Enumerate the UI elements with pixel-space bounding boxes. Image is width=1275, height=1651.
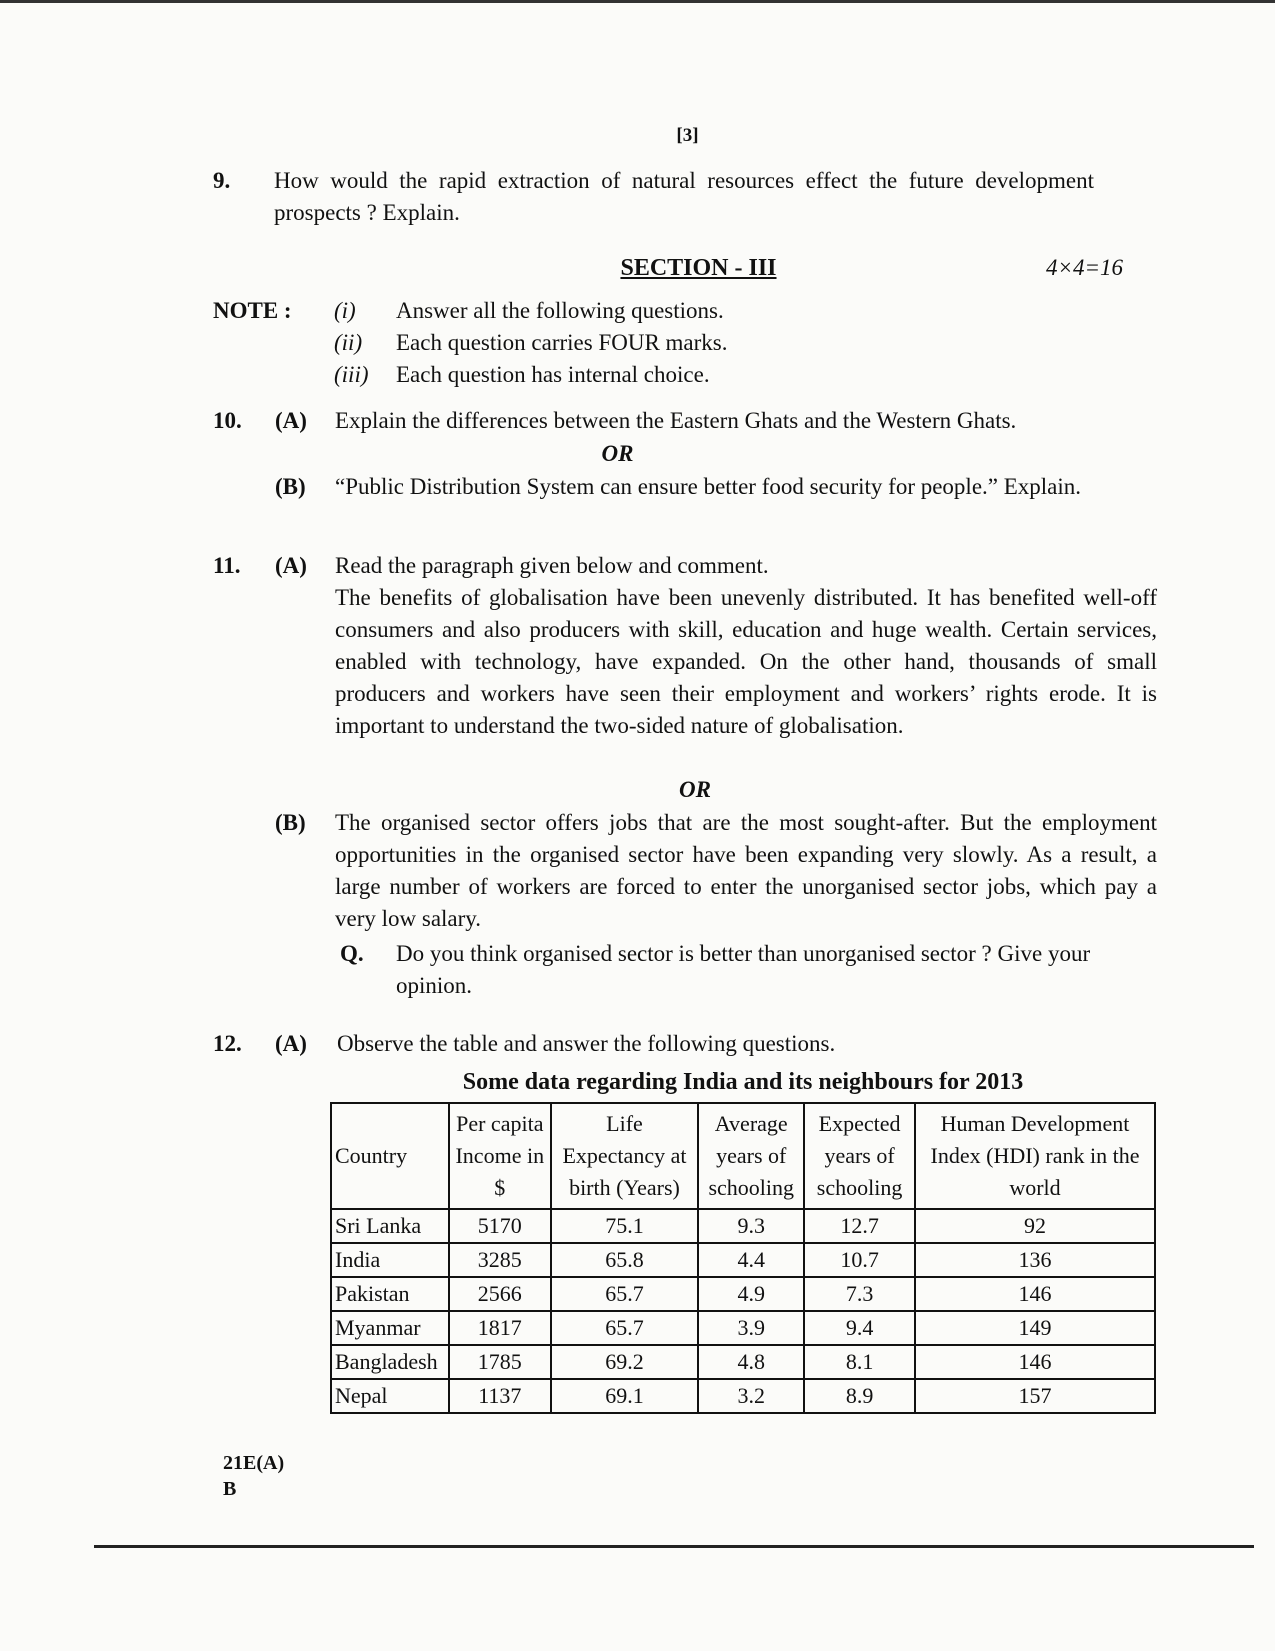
cell-expected-schooling: 10.7 — [804, 1243, 915, 1277]
question-10-b-text: “Public Distribution System can ensure better food security for people.” Explain. — [335, 474, 1082, 499]
column-header-expected-schooling: Expected years of schooling — [804, 1103, 915, 1209]
or-divider-10: OR — [601, 441, 634, 466]
cell-average-schooling: 4.8 — [698, 1345, 804, 1379]
cell-country: Sri Lanka — [331, 1209, 449, 1243]
cell-average-schooling: 4.9 — [698, 1277, 804, 1311]
question-10-number: 10. — [213, 408, 242, 433]
cell-income: 3285 — [449, 1243, 551, 1277]
question-12-a-text: Observe the table and answer the following questions. — [337, 1031, 836, 1056]
note-label: NOTE : — [213, 298, 292, 323]
cell-hdi-rank: 157 — [915, 1379, 1155, 1413]
cell-life-expectancy: 69.1 — [551, 1379, 699, 1413]
column-header-life-expectancy: Life Expectancy at birth (Years) — [551, 1103, 699, 1209]
question-10-a-text: Explain the differences between the Eastern Ghats and the Western Ghats. — [335, 408, 1017, 433]
cell-life-expectancy: 65.7 — [551, 1311, 699, 1345]
question-11-b-paragraph: The organised sector offers jobs that are the most sought-after. But the employment opportunities in the organised sector have been expanding very slowly. As a result, a large number of workers are forced to enter the unorganised sector jobs, which pay a very low salary. — [335, 810, 1157, 931]
cell-hdi-rank: 146 — [915, 1277, 1155, 1311]
cell-income: 1785 — [449, 1345, 551, 1379]
table-row — [331, 1277, 1155, 1311]
table-row — [331, 1345, 1155, 1379]
cell-expected-schooling: 7.3 — [804, 1277, 915, 1311]
cell-hdi-rank: 92 — [915, 1209, 1155, 1243]
cell-expected-schooling: 12.7 — [804, 1209, 915, 1243]
cell-country: Nepal — [331, 1379, 449, 1413]
column-header-country: Country — [331, 1103, 449, 1209]
cell-average-schooling: 9.3 — [698, 1209, 804, 1243]
note-item-text: Each question has internal choice. — [396, 362, 710, 387]
or-divider-11: OR — [679, 777, 711, 802]
cell-expected-schooling: 8.9 — [804, 1379, 915, 1413]
question-9-number: 9. — [213, 168, 231, 193]
cell-hdi-rank: 136 — [915, 1243, 1155, 1277]
note-item-text: Answer all the following questions. — [396, 298, 724, 323]
table-header-row — [331, 1103, 1155, 1209]
question-12-number: 12. — [213, 1031, 242, 1056]
cell-country: Pakistan — [331, 1277, 449, 1311]
question-11-a-instruction: Read the paragraph given below and comment. — [335, 553, 769, 578]
table-row — [331, 1311, 1155, 1345]
question-9-text: How would the rapid extraction of natural resources effect the future development prospects ? Explain. — [274, 168, 1094, 225]
cell-average-schooling: 4.4 — [698, 1243, 804, 1277]
cell-country: India — [331, 1243, 449, 1277]
cell-hdi-rank: 146 — [915, 1345, 1155, 1379]
section-marks: 4×4=16 — [1046, 255, 1124, 280]
question-11-b-label: (B) — [275, 810, 306, 835]
table-title: Some data regarding India and its neighbours for 2013 — [462, 1069, 1024, 1095]
question-11-q-label: Q. — [340, 941, 364, 966]
cell-life-expectancy: 75.1 — [551, 1209, 699, 1243]
note-item-3 — [334, 359, 710, 391]
question-11-q-text: Do you think organised sector is better than unorganised sector ? Give your opinion. — [396, 941, 1091, 998]
question-10-b-label: (B) — [275, 474, 306, 499]
cell-life-expectancy: 69.2 — [551, 1345, 699, 1379]
column-header-average-schooling: Average years of schooling — [698, 1103, 804, 1209]
cell-country: Bangladesh — [331, 1345, 449, 1379]
column-header-per-capita-income: Per capita Income in $ — [449, 1103, 551, 1209]
note-item-text: Each question carries FOUR marks. — [396, 330, 728, 355]
table-row — [331, 1379, 1155, 1413]
section-title: SECTION - III — [620, 255, 777, 281]
cell-hdi-rank: 149 — [915, 1311, 1155, 1345]
note-item-1 — [334, 295, 724, 327]
note-item-number: (ii) — [334, 330, 363, 355]
cell-life-expectancy: 65.7 — [551, 1277, 699, 1311]
question-10-a-label: (A) — [275, 408, 307, 433]
cell-average-schooling: 3.9 — [698, 1311, 804, 1345]
cell-income: 1137 — [449, 1379, 551, 1413]
hdi-table — [330, 1102, 1156, 1414]
column-header-hdi-rank: Human Development Index (HDI) rank in the world — [915, 1103, 1155, 1209]
page-number: [3] — [676, 125, 699, 146]
cell-expected-schooling: 8.1 — [804, 1345, 915, 1379]
bottom-rule — [94, 1545, 1254, 1548]
table-row — [331, 1209, 1155, 1243]
cell-income: 1817 — [449, 1311, 551, 1345]
paper-set-letter: B — [223, 1478, 237, 1500]
note-item-2 — [334, 327, 728, 359]
paper-code-text: 21E(A) — [223, 1452, 285, 1474]
cell-income: 5170 — [449, 1209, 551, 1243]
question-12-a-label: (A) — [275, 1031, 307, 1056]
cell-expected-schooling: 9.4 — [804, 1311, 915, 1345]
top-border — [0, 0, 1275, 3]
cell-life-expectancy: 65.8 — [551, 1243, 699, 1277]
cell-average-schooling: 3.2 — [698, 1379, 804, 1413]
note-item-number: (iii) — [334, 362, 369, 387]
table-row — [331, 1243, 1155, 1277]
question-11-a-paragraph: The benefits of globalisation have been unevenly distributed. It has benefited well-off consumers and also producers with skill, education and huge wealth. Certain services, enabled with technology, have expanded. On the other hand, thousands of small producers and workers have seen their employment and workers’ rights erode. It is important to understand the two-sided nature of globalisation. — [335, 585, 1157, 738]
question-11-a-label: (A) — [275, 553, 307, 578]
paper-code — [223, 1450, 284, 1502]
question-11-number: 11. — [213, 553, 241, 578]
cell-income: 2566 — [449, 1277, 551, 1311]
cell-country: Myanmar — [331, 1311, 449, 1345]
note-item-number: (i) — [334, 298, 356, 323]
